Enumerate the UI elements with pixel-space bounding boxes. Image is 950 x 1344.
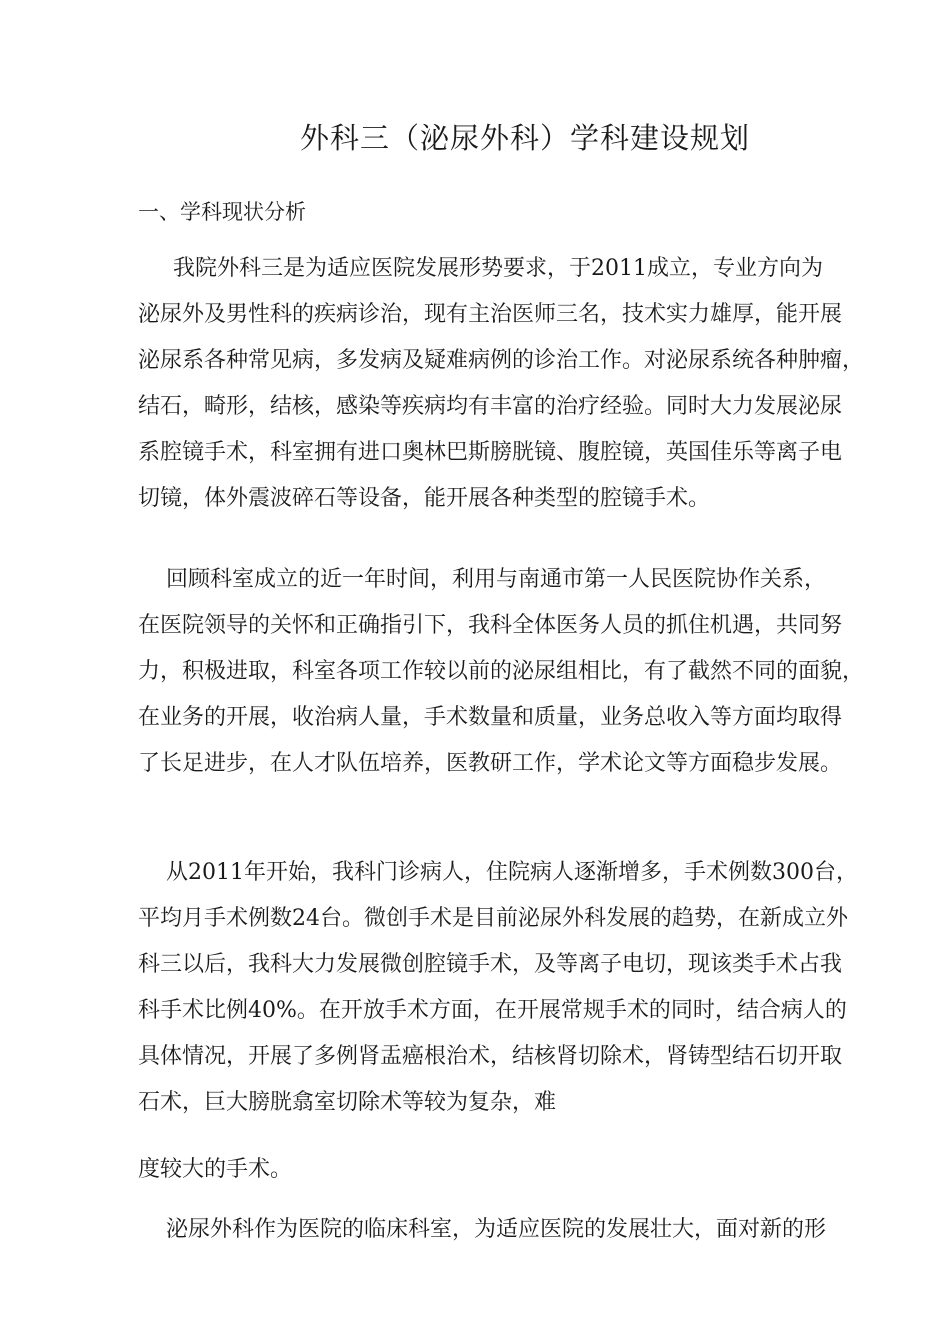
paragraph-line: 系腔镜手术，科室拥有进口奥林巴斯膀胱镜、腹腔镜，英国佳乐等离子电	[138, 440, 843, 465]
paragraph-line: 具体情况，开展了多例肾盂癌根治术，结核肾切除术，肾铸型结石切开取	[138, 1044, 843, 1069]
paragraph-line: 度较大的手术。	[138, 1157, 293, 1182]
paragraph-line: 切镜，体外震波碎石等设备，能开展各种类型的腔镜手术。	[138, 486, 711, 511]
paragraph-3-continuation	[138, 1147, 928, 1193]
paragraph-line: 了长足进步，在人才队伍培养，医教研工作，学术论文等方面稳步发展。	[138, 751, 843, 776]
paragraph-line: 在业务的开展，收治病人量，手术数量和质量，业务总收入等方面均取得	[138, 705, 843, 730]
paragraph-line: 力，积极进取，科室各项工作较以前的泌尿组相比，有了截然不同的面貌，	[138, 659, 865, 684]
paragraph-line: 泌尿外科作为医院的临床科室，为适应医院的发展壮大，面对新的形	[138, 1217, 826, 1242]
paragraph-line: 在医院领导的关怀和正确指引下，我科全体医务人员的抓住机遇，共同努	[138, 613, 843, 638]
paragraph-2	[138, 557, 928, 787]
paragraph-line: 从2011年开始，我科门诊病人，住院病人逐渐增多，手术例数300台，	[138, 860, 858, 885]
paragraph-line: 科三以后，我科大力发展微创腔镜手术，及等离子电切，现该类手术占我	[138, 952, 843, 977]
paragraph-line: 泌尿系各种常见病，多发病及疑难病例的诊治工作。对泌尿系统各种肿瘤，	[138, 348, 865, 373]
paragraph-line: 石术，巨大膀胱翕室切除术等较为复杂，难	[138, 1090, 557, 1115]
paragraph-line: 泌尿外及男性科的疾病诊治，现有主治医师三名，技术实力雄厚，能开展	[138, 302, 843, 327]
paragraph-line: 平均月手术例数24台。微创手术是目前泌尿外科发展的趋势，在新成立外	[138, 906, 848, 931]
paragraph-1	[138, 246, 928, 522]
document-title: 外科三（泌尿外科）学科建设规划	[299, 121, 750, 155]
section-heading: 一、学科现状分析	[138, 200, 306, 224]
paragraph-line: 结石，畸形，结核，感染等疾病均有丰富的治疗经验。同时大力发展泌尿	[138, 394, 843, 419]
paragraph-3	[138, 850, 928, 1126]
paragraph-4	[138, 1207, 928, 1253]
paragraph-line: 科手术比例40%。在开放手术方面，在开展常规手术的同时，结合病人的	[138, 998, 847, 1023]
paragraph-line: 回顾科室成立的近一年时间，利用与南通市第一人民医院协作关系，	[138, 567, 826, 592]
paragraph-line: 我院外科三是为适应医院发展形势要求，于2011成立，专业方向为	[138, 256, 823, 281]
